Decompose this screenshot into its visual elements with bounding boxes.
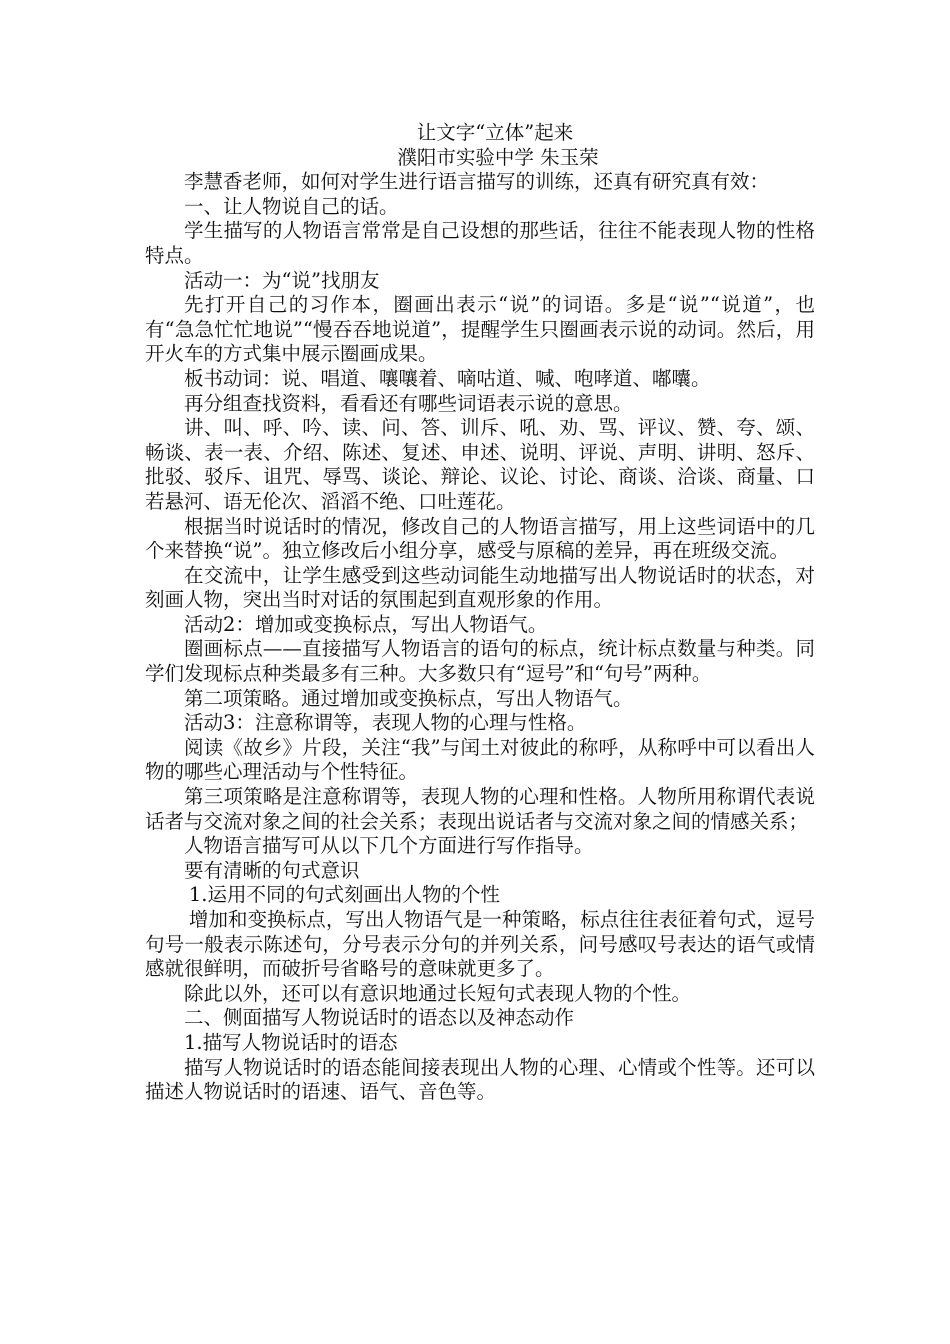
paragraph: 圈画标点——直接描写人物语言的语句的标点，统计标点数量与种类。同学们发现标点种类最多有三种。大多数只有“逗号”和“句号”两种。: [145, 637, 815, 686]
paragraph: 板书动词：说、唱道、嚷嚷着、嘀咕道、喊、咆哮道、嘟囔。: [184, 366, 711, 390]
paragraph: 根据当时说话时的情况，修改自己的人物语言描写，用上这些词语中的几个来替换“说”。独立修改后小组分享，感受与原稿的差异，再在班级交流。: [145, 514, 815, 563]
numbered-heading: 1.描写人物说话时的语态: [184, 1030, 398, 1054]
paragraph: 描写人物说话时的语态能间接表现出人物的心理、心情或个性等。还可以描述人物说话时的语速、语气、音色等。: [145, 1055, 815, 1104]
paragraph: 在交流中，让学生感受到这些动词能生动地描写出人物说话时的状态，对刻画人物，突出当时对话的氛围起到直观形象的作用。: [145, 563, 815, 612]
numbered-heading: 1.运用不同的句式刻画出人物的个性: [188, 883, 500, 907]
section-heading: 一、让人物说自己的话。: [184, 194, 399, 218]
activity-heading: 活动2：增加或变换标点，写出人物语气。: [184, 612, 548, 636]
paragraph: 学生描写的人物语言常常是自己设想的那些话，往往不能表现人物的性格特点。: [145, 219, 815, 267]
document-body: [145, 121, 815, 1105]
paragraph: 先打开自己的习作本，圈画出表示“说”的词语。多是“说”“说道”，也有“急急忙忙地说”“慢吞吞地说道”，提醒学生只圈画表示说的动词。然后，用开火车的方式集中展示圈画成果。: [145, 293, 815, 366]
section-heading: 二、侧面描写人物说话时的语态以及神态动作: [184, 1006, 575, 1030]
activity-heading: 活动一：为“说”找朋友: [184, 268, 380, 292]
word-list: 讲、叫、呼、吟、读、问、答、训斥、吼、劝、骂、评议、赞、夸、颂、畅谈、表一表、介绍、陈述、复述、申述、说明、评说、声明、讲明、怒斥、批驳、驳斥、诅咒、辱骂、谈论、辩论、议论、讨论、商谈、洽谈、商量、口若悬河、语无伦次、滔滔不绝、口吐莲花。: [145, 416, 815, 513]
paragraph: 第三项策略是注意称谓等，表现人物的心理和性格。人物所用称谓代表说话者与交流对象之间的社会关系；表现出说话者与交流对象之间的情感关系；: [145, 785, 815, 833]
paragraph: 李慧香老师，如何对学生进行语言描写的训练，还真有研究真有效：: [184, 170, 770, 194]
paragraph: 增加和变换标点，写出人物语气是一种策略，标点往往表征着句式，逗号句号一般表示陈述句，分号表示分句的并列关系，问号感叹号表达的语气或情感就很鲜明，而破折号省略号的意味就更多了。: [145, 908, 815, 981]
paragraph: 第二项策略。通过增加或变换标点，写出人物语气。: [184, 686, 633, 710]
paragraph: 除此以外，还可以有意识地通过长短句式表现人物的个性。: [184, 981, 692, 1005]
subheading: 要有清晰的句式意识: [184, 858, 360, 882]
paragraph: 阅读《故乡》片段，关注“我”与闰土对彼此的称呼，从称呼中可以看出人物的哪些心理活动与个性特征。: [145, 735, 815, 784]
document-title: 让文字“立体”起来: [416, 121, 574, 144]
paragraph: 再分组查找资料，看看还有哪些词语表示说的意思。: [184, 391, 633, 415]
paragraph: 人物语言描写可从以下几个方面进行写作指导。: [184, 834, 594, 858]
activity-heading: 活动3：注意称谓等，表现人物的心理与性格。: [184, 711, 587, 735]
document-author: 濮阳市实验中学 朱玉荣: [397, 145, 599, 169]
